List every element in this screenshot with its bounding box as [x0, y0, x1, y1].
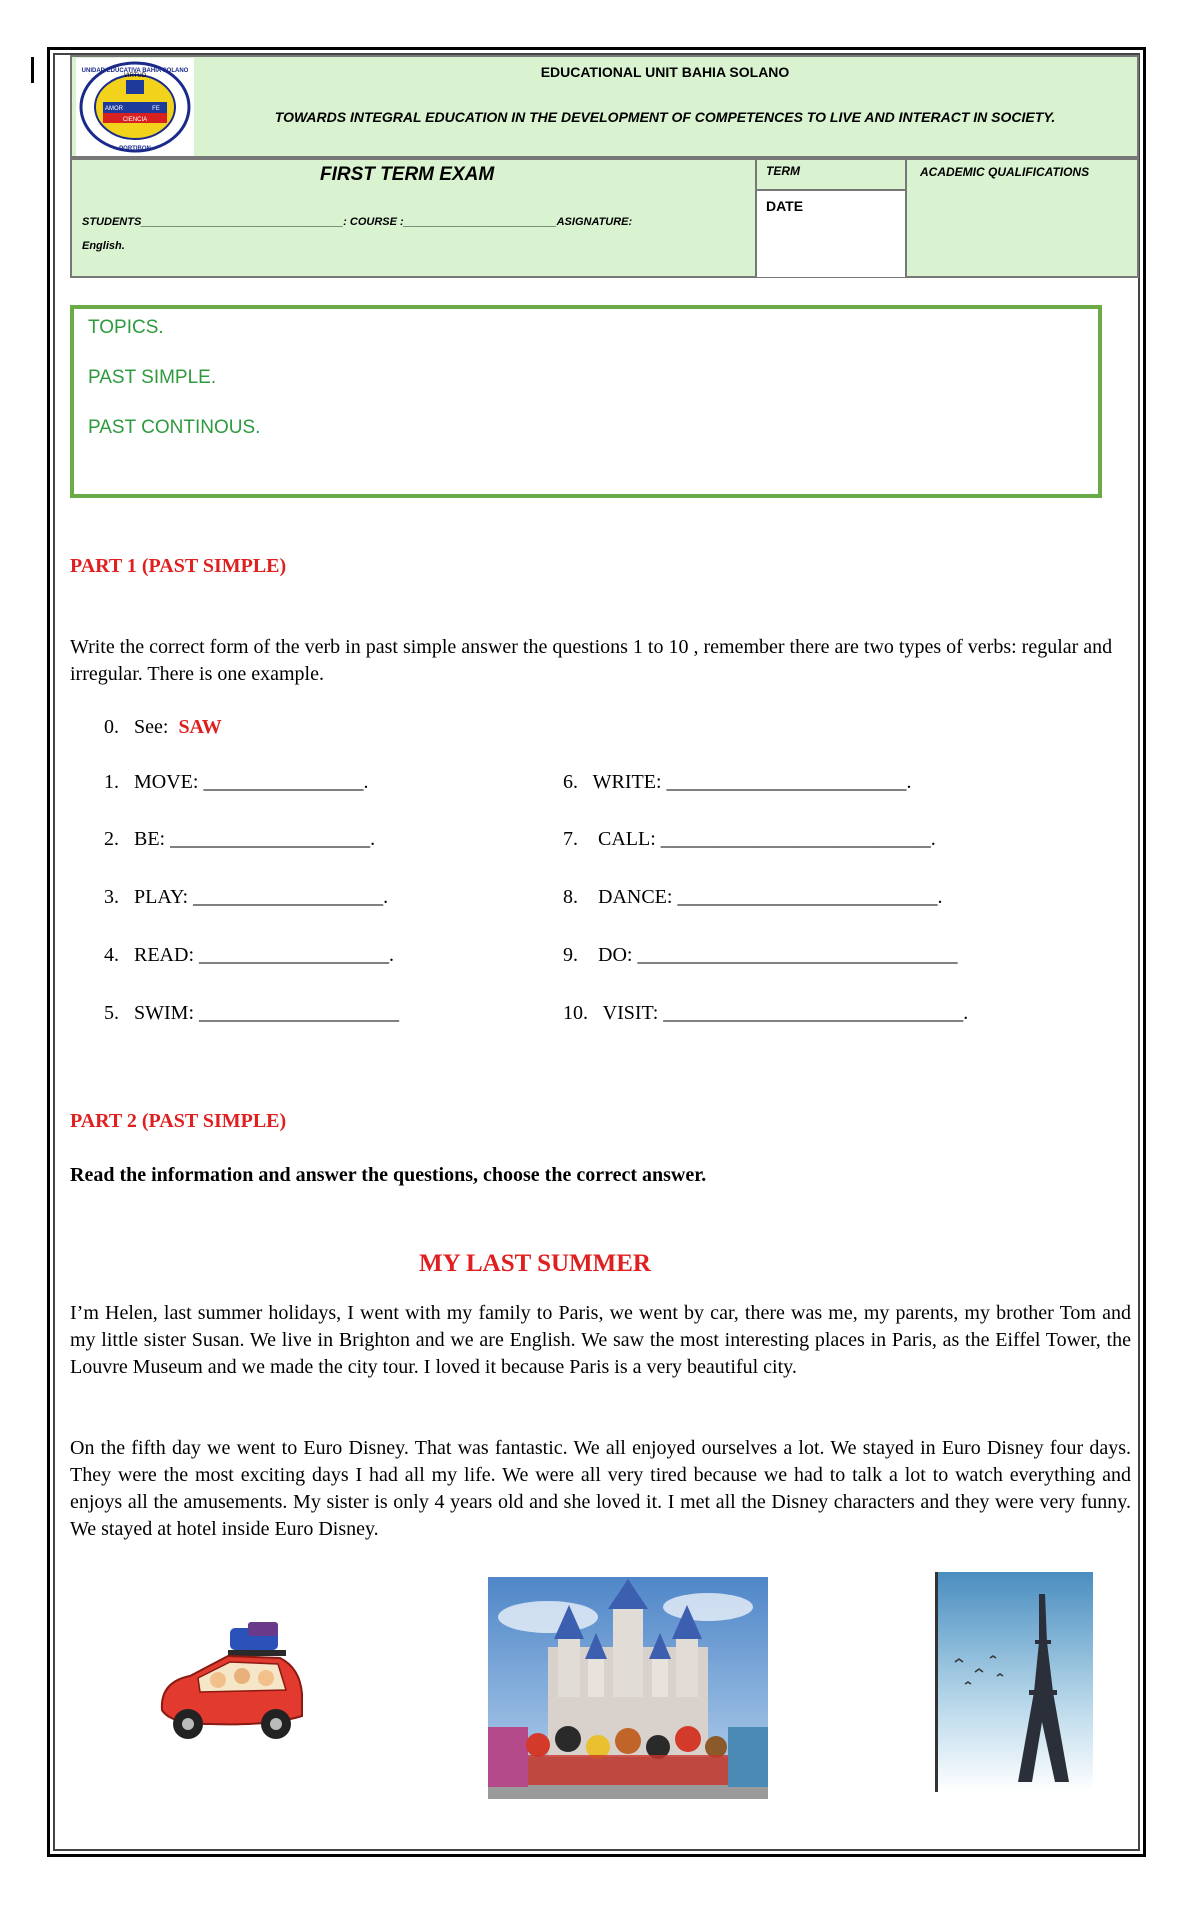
column-divider	[905, 158, 907, 278]
term-label: TERM	[766, 164, 800, 178]
verb-item[interactable]: 10. VISIT: ______________________________.	[563, 1002, 969, 1024]
exam-title: FIRST TERM EXAM	[320, 164, 495, 185]
story-paragraph: On the fifth day we went to Euro Disney. That was fantastic. We all enjoyed ourselves a lot. We stayed in Euro Disney four days. They were the most exciting days I had all my life. We were all very tired because we had to talk a lot to watch everything and enjoys all the amusements. My sister is only 4 years old and she loved it. I met all the Disney characters and they were very funny. We stayed at hotel inside Euro Disney.	[70, 1437, 1131, 1540]
logo-ring-text: UNIDAD EDUCATIVA BAHIA SOLANO	[81, 68, 189, 74]
logo-bottom-text: PORTIBON	[119, 146, 151, 152]
example-answer: SAW	[178, 716, 222, 738]
story-paragraph: I’m Helen, last summer holidays, I went with my family to Paris, we went by car, there was me, my parents, my brother Tom and my little sister Susan. We live in Brighton and we are English. We saw the most interesting places in Paris, as the Eiffel Tower, the Louvre Museum and we made the city tour. I loved it because Paris is a very beautiful city.	[70, 1302, 1131, 1378]
verb-item[interactable]: 6. WRITE: ________________________.	[563, 771, 912, 793]
school-name: EDUCATIONAL UNIT BAHIA SOLANO	[540, 64, 790, 80]
verb-item[interactable]: 9. DO: ________________________________	[563, 944, 958, 966]
logo-right-word: FE	[152, 106, 160, 112]
family-car-illustration	[150, 1620, 310, 1750]
verb-item[interactable]: 3. PLAY: ___________________.	[104, 886, 389, 908]
euro-disney-castle-photo	[488, 1577, 768, 1799]
logo-left-word: AMOR	[105, 106, 123, 112]
verb-item[interactable]: 8. DANCE: __________________________.	[563, 886, 943, 908]
verb-item[interactable]: 4. READ: ___________________.	[104, 944, 394, 966]
academic-qualifications-label: ACADEMIC QUALIFICATIONS	[920, 165, 1090, 179]
text-cursor	[31, 57, 34, 83]
subject-name: English.	[82, 240, 125, 252]
topics-box	[70, 305, 1102, 498]
example-verb: See:	[134, 716, 169, 738]
topic-item: PAST CONTINOUS.	[88, 417, 261, 438]
part2-title: PART 2 (PAST SIMPLE)	[70, 1110, 287, 1132]
school-logo	[76, 58, 194, 156]
example-number: 0.	[104, 716, 119, 738]
story-title: MY LAST SUMMER	[419, 1250, 651, 1277]
logo-virtue-text: VIRTUD	[123, 73, 147, 79]
example-item	[104, 716, 222, 739]
eiffel-tower-picture	[935, 1572, 1093, 1792]
part1-title: PART 1 (PAST SIMPLE)	[70, 555, 287, 577]
verb-item[interactable]: 5. SWIM: ____________________	[104, 1002, 399, 1024]
verb-item[interactable]: 2. BE: ____________________.	[104, 828, 376, 850]
topics-heading: TOPICS.	[88, 317, 164, 338]
part2-instruction: Read the information and answer the questions, choose the correct answer.	[70, 1164, 707, 1186]
verb-item[interactable]: 1. MOVE: ________________.	[104, 771, 369, 793]
students-field[interactable]: STUDENTS_________________________________: COURSE :_________________________ASIGNATURE:	[82, 216, 633, 228]
date-label: DATE	[766, 198, 804, 214]
verb-item[interactable]: 7. CALL: ___________________________.	[563, 828, 936, 850]
logo-bottom-word: CIENCIA	[122, 117, 148, 123]
part1-instructions: Write the correct form of the verb in past simple answer the questions 1 to 10 , remember there are two types of verbs: regular and irregular. There is one example.	[70, 636, 1113, 685]
topic-item: PAST SIMPLE.	[88, 367, 217, 388]
school-motto: TOWARDS INTEGRAL EDUCATION IN THE DEVELOPMENT OF COMPETENCES TO LIVE AND INTERACT IN SOCIETY.	[274, 109, 1056, 125]
